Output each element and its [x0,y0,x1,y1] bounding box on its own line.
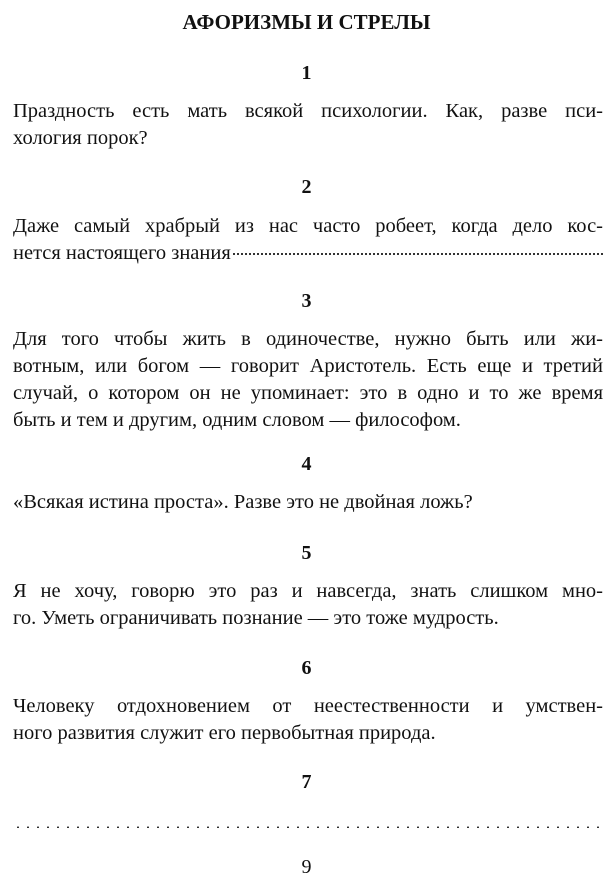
aphorism-1-line-1: Праздность есть мать всякой психологии. Как, разве пси- [13,100,603,122]
dotted-leader [233,253,603,255]
aphorism-text-3 [13,326,603,434]
aphorism-2-line-2-wrap [13,240,603,267]
aphorism-2-line-1: Даже самый храбрый из нас часто робеет, когда дело кос- [13,215,603,237]
aphorism-number-4: 4 [301,453,312,475]
aphorism-text-6 [13,693,603,747]
aphorism-5-line-1: Я не хочу, говорю это раз и навсегда, знать слишком мно- [13,580,603,602]
chapter-title: АФОРИЗМЫ И СТРЕЛЫ [182,10,431,34]
aphorism-number-5: 5 [301,542,312,564]
aphorism-text-5 [13,578,603,632]
aphorism-6-line-2: ного развития служит его первобытная природа. [13,722,436,744]
aphorism-number-6: 6 [301,657,312,679]
aphorism-6-line-1: Человеку отдохновением от неестественности и умствен- [13,695,603,717]
page-number: 9 [301,856,312,878]
aphorism-number-2: 2 [301,176,312,198]
aphorism-number-3: 3 [301,290,312,312]
omitted-text-dots [13,826,601,828]
aphorism-2-line-2: нется настоящего знания [13,242,231,264]
aphorism-text-1 [13,98,603,152]
aphorism-text-4 [13,489,603,516]
aphorism-3-line-2: вотным, или богом — говорит Аристотель. Есть еще и третий [13,355,603,377]
aphorism-number-7: 7 [301,771,312,793]
aphorism-number-1: 1 [301,62,312,84]
aphorism-1-line-2: хология порок? [13,127,148,149]
aphorism-4-line-1: «Всякая истина проста». Разве это не двойная ложь? [13,491,473,513]
aphorism-text-2 [13,213,603,267]
aphorism-3-line-4: быть и тем и другим, одним словом — философом. [13,409,461,431]
aphorism-5-line-2: го. Уметь ограничивать познание — это тоже мудрость. [13,607,499,629]
aphorism-3-line-3: случай, о котором он не упоминает: это в одно и то же время [13,382,603,404]
aphorism-3-line-1: Для того чтобы жить в одиночестве, нужно быть или жи- [13,328,603,350]
